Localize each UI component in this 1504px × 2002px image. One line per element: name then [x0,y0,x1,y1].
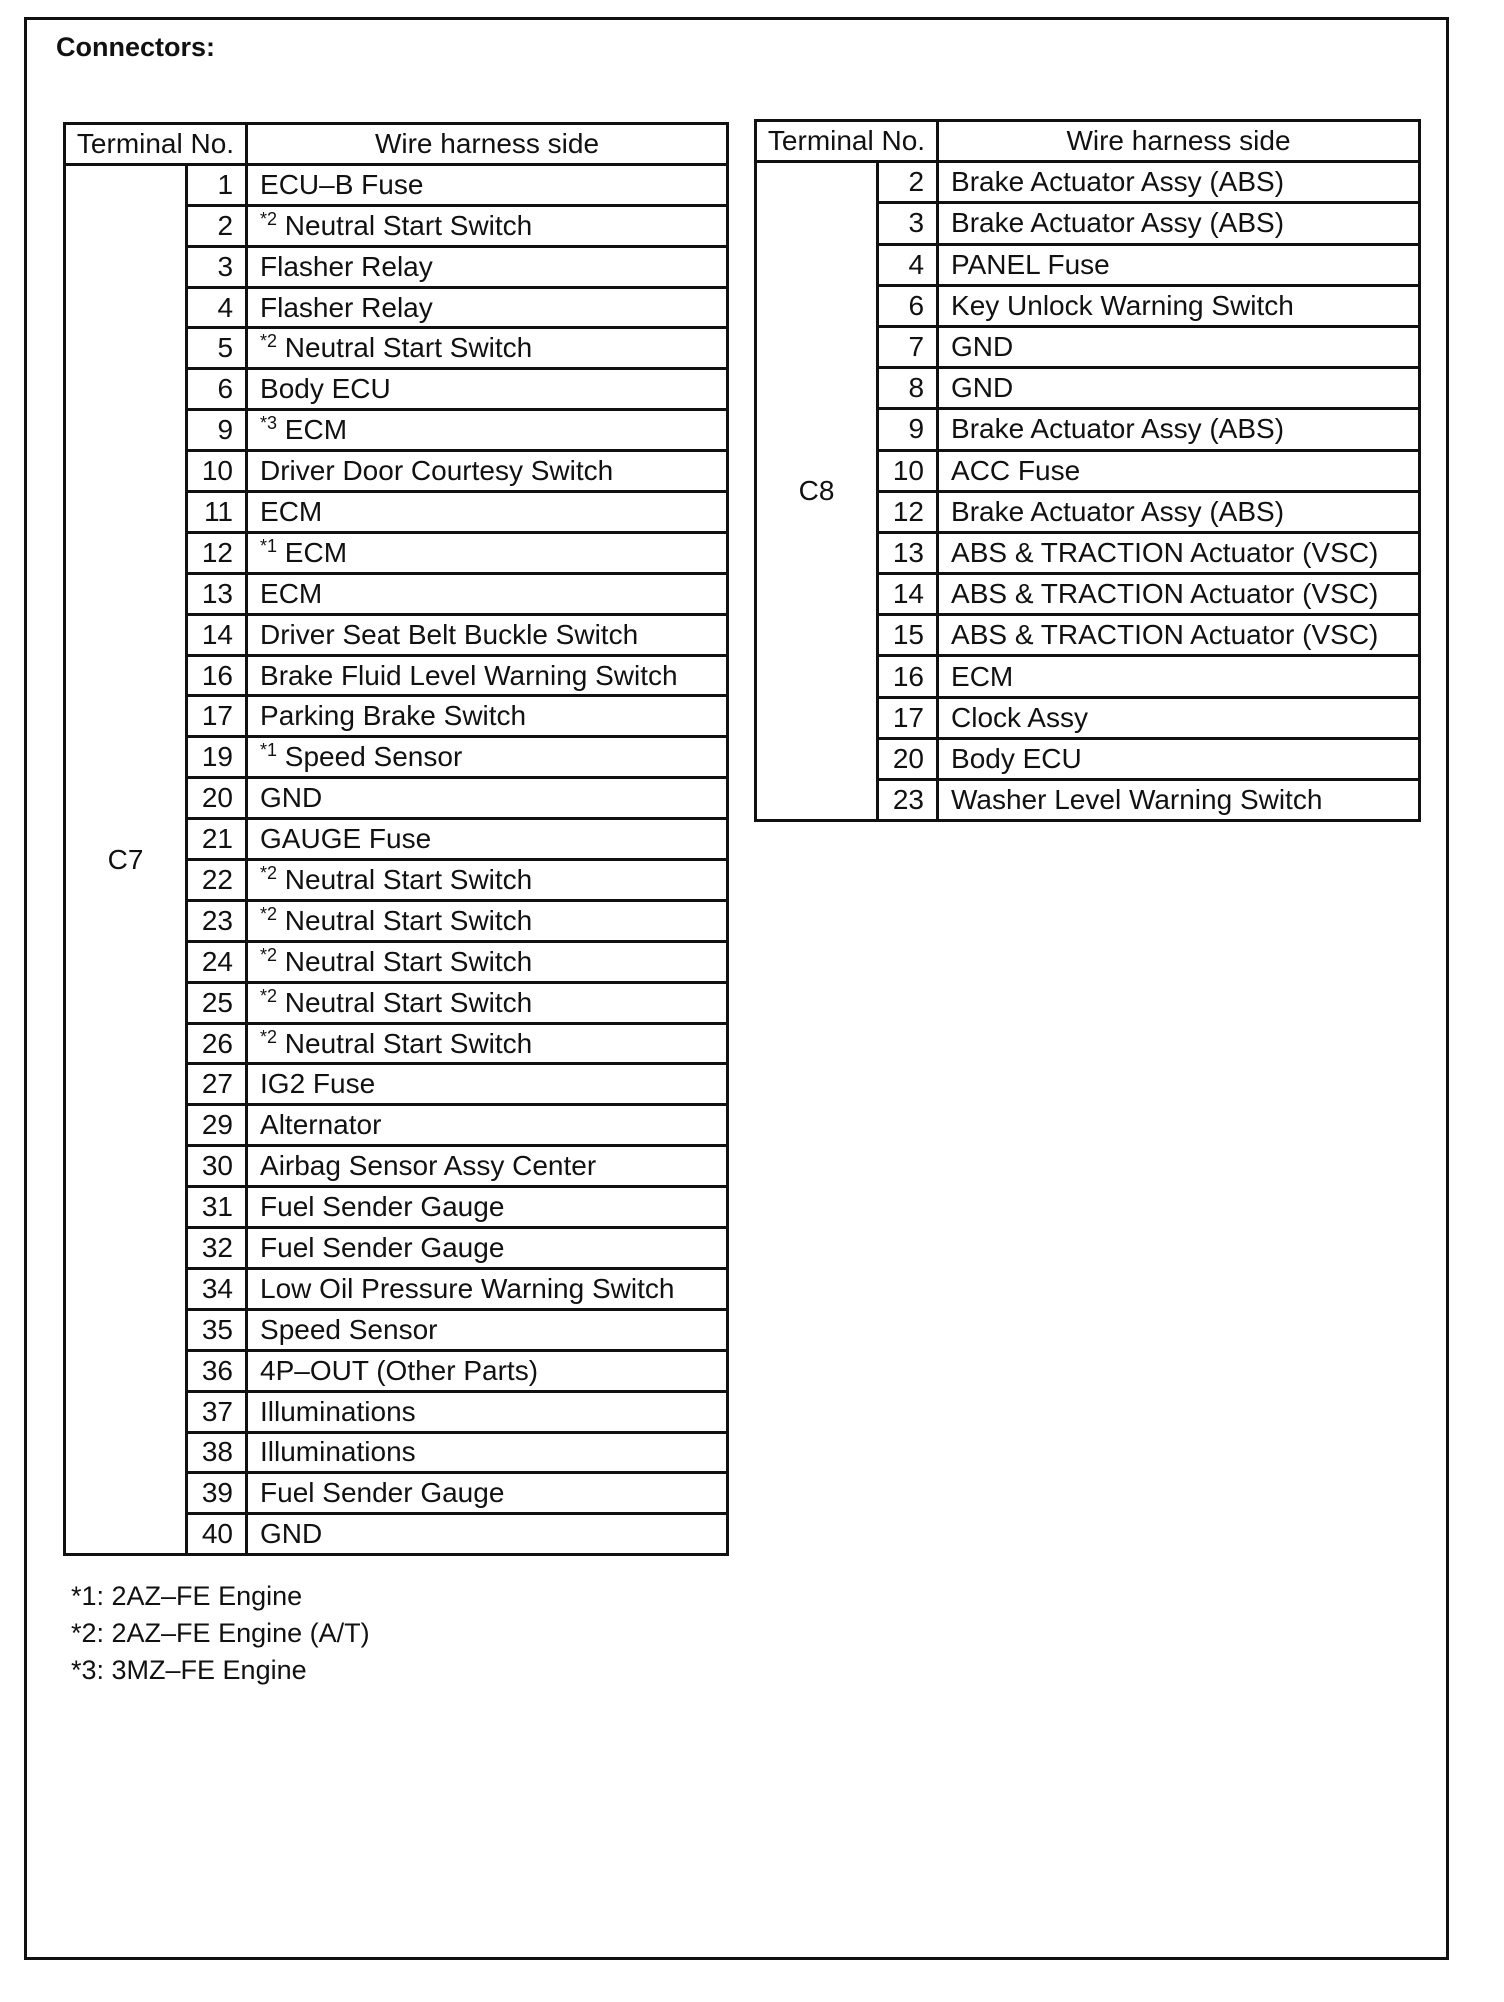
wire-label: ABS & TRACTION Actuator (VSC) [951,578,1379,610]
wire-label: ABS & TRACTION Actuator (VSC) [951,536,1379,568]
terminal-cell: 16 [878,656,938,697]
wire-cell [938,285,1420,326]
wire-cell [247,1432,728,1473]
wire-label: GND [260,782,323,814]
terminal-cell: 38 [187,1432,247,1473]
terminal-cell: 23 [187,900,247,941]
wire-label: Fuel Sender Gauge [260,1231,505,1263]
wire-label: Brake Actuator Assy (ABS) [951,207,1285,239]
footnote-marker: *1 [260,740,278,761]
connector-table-c7 [63,122,729,1556]
footnote-marker: *2 [260,1026,278,1047]
terminal-cell: 3 [187,246,247,287]
wire-label: Flasher Relay [260,250,433,282]
wire-cell [247,1473,728,1514]
wire-label: Neutral Start Switch [277,863,533,895]
wire-label: Low Oil Pressure Warning Switch [260,1272,675,1304]
table-row [65,164,728,205]
terminal-cell: 2 [187,205,247,246]
table-header-row [756,121,1420,162]
wire-cell [247,1350,728,1391]
wire-cell [938,656,1420,697]
terminal-cell: 34 [187,1268,247,1309]
wire-label: GND [951,372,1014,404]
footnote-marker: *2 [260,331,278,352]
footnote-marker: *1 [260,535,278,556]
wire-cell [938,574,1420,615]
terminal-cell: 4 [878,244,938,285]
terminal-cell: 12 [878,491,938,532]
terminal-cell: 25 [187,982,247,1023]
wire-label: Driver Seat Belt Buckle Switch [260,618,639,650]
wire-cell [247,860,728,901]
wire-label: ECM [260,495,323,527]
wire-cell [247,655,728,696]
wire-label: Washer Level Warning Switch [951,784,1323,816]
wire-cell [938,532,1420,573]
terminal-cell: 16 [187,655,247,696]
wire-cell [247,1146,728,1187]
wire-cell [247,1391,728,1432]
wire-cell [247,1023,728,1064]
wire-cell [247,900,728,941]
wire-cell [938,491,1420,532]
footnote-marker: *2 [260,985,278,1006]
terminal-cell: 22 [187,860,247,901]
footnote-marker: *2 [260,903,278,924]
footnote: *1: 2AZ–FE Engine [71,1581,303,1611]
wire-cell [938,162,1420,203]
terminal-cell: 12 [187,532,247,573]
terminal-cell: 21 [187,819,247,860]
terminal-cell: 7 [878,326,938,367]
footnote: *3: 3MZ–FE Engine [71,1655,307,1685]
wire-cell [247,1064,728,1105]
terminal-cell: 14 [878,574,938,615]
wire-cell [938,244,1420,285]
wire-label: Neutral Start Switch [277,945,533,977]
wire-label: Speed Sensor [277,741,463,773]
wire-label: PANEL Fuse [951,248,1110,280]
wire-cell [938,780,1420,821]
terminal-cell: 23 [878,780,938,821]
wire-cell [938,738,1420,779]
wire-cell [938,326,1420,367]
wire-label: ABS & TRACTION Actuator (VSC) [951,619,1379,651]
wire-label: Neutral Start Switch [277,986,533,1018]
wire-cell [938,450,1420,491]
wire-cell [247,164,728,205]
footnote-marker: *3 [260,413,278,434]
terminal-header: Terminal No. [756,121,938,162]
wire-label: Fuel Sender Gauge [260,1477,505,1509]
wire-label: Brake Actuator Assy (ABS) [951,413,1285,445]
terminal-cell: 11 [187,492,247,533]
wire-label: Driver Door Courtesy Switch [260,455,614,487]
terminal-cell: 15 [878,615,938,656]
wire-cell [247,737,728,778]
terminal-cell: 2 [878,162,938,203]
table-row [756,162,1420,203]
terminal-cell: 32 [187,1228,247,1269]
wire-cell [247,573,728,614]
footnote-marker: *2 [260,208,278,229]
page-title: Connectors: [56,32,216,62]
wire-label: Parking Brake Switch [260,700,527,732]
terminal-cell: 4 [187,287,247,328]
terminal-cell: 29 [187,1105,247,1146]
terminal-cell: 30 [187,1146,247,1187]
wire-label: Flasher Relay [260,291,433,323]
terminal-cell: 5 [187,328,247,369]
footnote: *2: 2AZ–FE Engine (A/T) [71,1618,370,1648]
wire-label: Neutral Start Switch [277,1027,533,1059]
terminal-cell: 8 [878,368,938,409]
connector-label: C7 [65,164,187,1554]
wire-cell [247,451,728,492]
terminal-cell: 10 [878,450,938,491]
wire-cell [247,287,728,328]
wire-label: Neutral Start Switch [277,904,533,936]
wire-cell [247,1187,728,1228]
wire-label: Neutral Start Switch [277,209,533,241]
terminal-cell: 35 [187,1309,247,1350]
terminal-cell: 6 [878,285,938,326]
wire-label: Airbag Sensor Assy Center [260,1150,597,1182]
terminal-cell: 24 [187,941,247,982]
wire-label: Body ECU [951,742,1082,774]
wire-label: ECM [277,536,348,568]
wire-label: Alternator [260,1109,382,1141]
table-header-row [65,124,728,165]
terminal-cell: 40 [187,1514,247,1555]
wire-cell [938,203,1420,244]
wire-cell [938,615,1420,656]
wire-cell [938,409,1420,450]
wire-cell [247,819,728,860]
terminal-cell: 9 [878,409,938,450]
wire-cell [247,778,728,819]
terminal-cell: 19 [187,737,247,778]
terminal-cell: 20 [187,778,247,819]
footnote-marker: *2 [260,944,278,965]
wire-label: Brake Actuator Assy (ABS) [951,495,1285,527]
footnote-marker: *2 [260,862,278,883]
wire-cell [247,328,728,369]
terminal-cell: 27 [187,1064,247,1105]
wire-cell [247,492,728,533]
connector-label: C8 [756,162,878,821]
wire-label: Brake Fluid Level Warning Switch [260,659,678,691]
terminal-cell: 1 [187,164,247,205]
terminal-cell: 36 [187,1350,247,1391]
wire-label: ACC Fuse [951,454,1081,486]
wire-label: GAUGE Fuse [260,823,432,855]
wire-cell [247,1309,728,1350]
wire-label: Neutral Start Switch [277,332,533,364]
wire-label: Illuminations [260,1436,416,1468]
wire-cell [247,1514,728,1555]
wire-label: ECU–B Fuse [260,168,424,200]
wire-cell [247,205,728,246]
terminal-cell: 26 [187,1023,247,1064]
wire-cell [247,1105,728,1146]
wire-label: ECM [260,577,323,609]
terminal-cell: 6 [187,369,247,410]
wire-cell [247,696,728,737]
wire-label: GND [951,331,1014,363]
wire-cell [938,368,1420,409]
wire-label: 4P–OUT (Other Parts) [260,1354,539,1386]
wire-label: Body ECU [260,373,391,405]
wire-header: Wire harness side [938,121,1420,162]
terminal-cell: 10 [187,451,247,492]
wire-label: ECM [951,660,1014,692]
wire-cell [247,369,728,410]
wire-label: ECM [277,414,348,446]
terminal-cell: 17 [878,697,938,738]
wire-cell [247,246,728,287]
terminal-cell: 17 [187,696,247,737]
wire-label: Key Unlock Warning Switch [951,289,1294,321]
wire-header: Wire harness side [247,124,728,165]
terminal-cell: 9 [187,410,247,451]
terminal-cell: 37 [187,1391,247,1432]
terminal-cell: 3 [878,203,938,244]
wire-label: Clock Assy [951,701,1088,733]
wire-cell [247,410,728,451]
wire-cell [247,1228,728,1269]
wire-cell [247,532,728,573]
wire-label: Speed Sensor [260,1313,438,1345]
terminal-cell: 13 [187,573,247,614]
wire-cell [247,941,728,982]
wire-label: Fuel Sender Gauge [260,1191,505,1223]
wire-cell [247,614,728,655]
terminal-cell: 13 [878,532,938,573]
terminal-cell: 14 [187,614,247,655]
wire-label: Brake Actuator Assy (ABS) [951,166,1285,198]
terminal-cell: 20 [878,738,938,779]
connector-table-c8 [754,119,1421,822]
wire-cell [938,697,1420,738]
terminal-header: Terminal No. [65,124,247,165]
terminal-cell: 31 [187,1187,247,1228]
footnotes [71,1578,370,1689]
wire-cell [247,982,728,1023]
wire-label: GND [260,1518,323,1550]
terminal-cell: 39 [187,1473,247,1514]
wire-label: IG2 Fuse [260,1068,376,1100]
wire-label: Illuminations [260,1395,416,1427]
wire-cell [247,1268,728,1309]
